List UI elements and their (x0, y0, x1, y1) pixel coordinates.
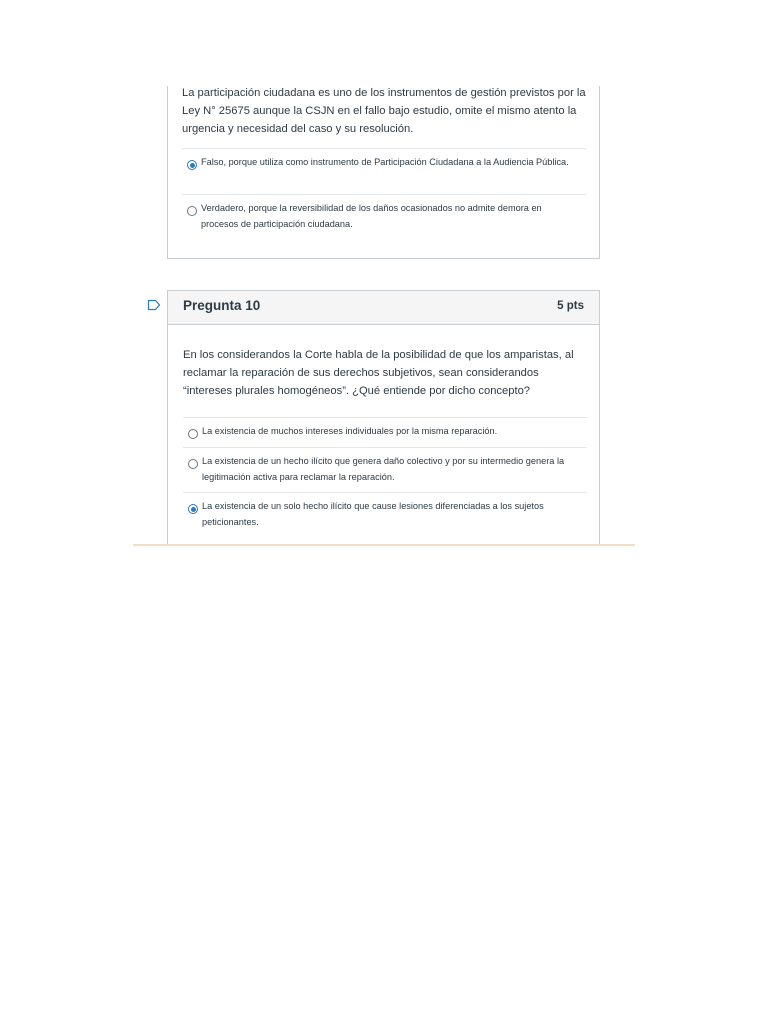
answer-option[interactable] (182, 194, 586, 243)
radio-unselected-icon[interactable] (188, 429, 198, 439)
answer-option[interactable] (182, 148, 586, 194)
answer-label: La existencia de un hecho ilícito que genera daño colectivo y por su intermedio genera la legitimación activa para reclamar la reparación. (202, 456, 565, 482)
radio-selected-icon[interactable] (188, 504, 198, 514)
radio-unselected-icon[interactable] (188, 459, 198, 469)
answer-label: Verdadero, porque la reversibilidad de los daños ocasionados no admite demora en procesos de participación ciudadana. (201, 203, 542, 229)
radio-unselected-icon[interactable] (187, 206, 197, 216)
question-header (168, 291, 599, 325)
flag-outline-icon[interactable] (147, 298, 161, 312)
answer-label: La existencia de muchos intereses individuales por la misma reparación. (202, 426, 498, 436)
quiz-screenshot (133, 86, 635, 546)
question-title: Pregunta 10 (183, 298, 261, 313)
question-10-text: En los considerandos la Corte habla de la posibilidad de que los amparistas, al reclamar la reparación de sus derechos subjetivos, sean considerandos “intereses plurales homogéneos”. ¿Qué entiende por dicho concepto? (183, 349, 574, 397)
question-points: 5 pts (557, 300, 584, 312)
answer-option[interactable] (183, 492, 587, 543)
answer-option[interactable] (183, 447, 587, 492)
question-9-text: La participación ciudadana es uno de los instrumentos de gestión previstos por la Ley N° 25675 aunque la CSJN en el fallo bajo estudio, omite el mismo atento la urgencia y necesidad del caso y su resolución. (182, 87, 586, 135)
answer-label: La existencia de un solo hecho ilícito que cause lesiones diferenciadas a los sujetos peticionantes. (202, 501, 544, 527)
question-9-card (167, 86, 600, 259)
question-10-card (167, 290, 600, 546)
radio-selected-icon[interactable] (187, 160, 197, 170)
answer-label: Falso, porque utiliza como instrumento de Participación Ciudadana a la Audiencia Pública. (201, 157, 569, 167)
answer-option[interactable] (183, 417, 587, 447)
